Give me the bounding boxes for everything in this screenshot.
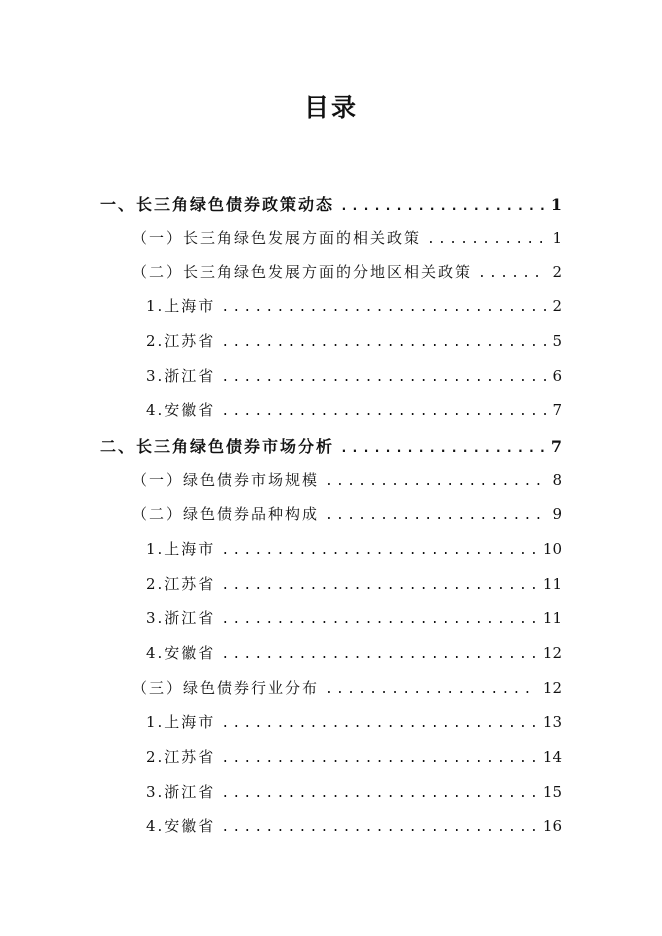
toc-entry-label: 二、长三角绿色债券市场分析 bbox=[100, 437, 335, 456]
toc-entry-label: 1.上海市 bbox=[146, 297, 216, 315]
toc-dot-leader bbox=[221, 786, 537, 801]
toc-entry-label: 4.安徽省 bbox=[146, 644, 216, 662]
toc-page-number: 15 bbox=[542, 783, 562, 801]
toc-dot-leader bbox=[221, 716, 537, 731]
toc-entry-label: （三）绿色债券行业分布 bbox=[132, 679, 320, 697]
toc-dot-leader bbox=[221, 370, 546, 385]
toc-entry-label: （二）绿色债券品种构成 bbox=[132, 505, 320, 523]
toc-dot-leader bbox=[221, 335, 546, 350]
toc-dot-leader bbox=[221, 543, 537, 558]
toc-entry[interactable] bbox=[132, 503, 562, 524]
toc-entry-label: 3.浙江省 bbox=[146, 609, 216, 627]
toc-dot-leader bbox=[221, 300, 546, 315]
toc-entry[interactable] bbox=[132, 677, 562, 698]
toc-page-number: 7 bbox=[550, 437, 562, 456]
toc-page-number: 12 bbox=[542, 679, 562, 697]
toc-entry[interactable] bbox=[146, 295, 562, 316]
toc-entry[interactable] bbox=[146, 330, 562, 351]
toc-page-number: 10 bbox=[542, 540, 562, 558]
toc-entry[interactable] bbox=[146, 607, 562, 628]
toc-entry[interactable] bbox=[146, 399, 562, 420]
toc-dot-leader bbox=[325, 508, 546, 523]
toc-entry[interactable] bbox=[146, 781, 562, 802]
toc-page-number: 6 bbox=[552, 367, 562, 385]
toc-entry-label: （一）长三角绿色发展方面的相关政策 bbox=[132, 229, 422, 247]
toc-dot-leader bbox=[325, 474, 546, 489]
toc-dot-leader bbox=[221, 404, 546, 419]
toc-page-number: 5 bbox=[552, 332, 562, 350]
toc-page-number: 8 bbox=[552, 471, 562, 489]
toc-entry[interactable] bbox=[146, 573, 562, 594]
toc-page-number: 12 bbox=[542, 644, 562, 662]
toc-entry[interactable] bbox=[146, 538, 562, 559]
toc-dot-leader bbox=[478, 266, 546, 281]
toc-page-number: 11 bbox=[542, 609, 562, 627]
toc-entry[interactable] bbox=[146, 642, 562, 663]
toc-page-number: 2 bbox=[552, 263, 562, 281]
toc-entry-label: 2.江苏省 bbox=[146, 575, 216, 593]
toc-dot-leader bbox=[427, 232, 546, 247]
toc-dot-leader bbox=[325, 682, 537, 697]
toc-page-number: 13 bbox=[542, 713, 562, 731]
toc-page-number: 11 bbox=[542, 575, 562, 593]
page-title: 目录 bbox=[303, 93, 358, 122]
toc-entry[interactable] bbox=[146, 815, 562, 836]
toc-entry-label: 3.浙江省 bbox=[146, 783, 216, 801]
toc-page-number: 14 bbox=[542, 748, 562, 766]
toc-entry[interactable] bbox=[132, 261, 562, 282]
toc-entry-label: 3.浙江省 bbox=[146, 367, 216, 385]
toc-entry[interactable] bbox=[132, 227, 562, 248]
toc-page-number: 2 bbox=[552, 297, 562, 315]
toc-entry-label: 4.安徽省 bbox=[146, 817, 216, 835]
toc-dot-leader bbox=[221, 751, 537, 766]
toc-entry[interactable] bbox=[146, 365, 562, 386]
toc-entry[interactable] bbox=[146, 746, 562, 767]
toc-entry[interactable] bbox=[132, 469, 562, 490]
toc-entry[interactable] bbox=[100, 192, 562, 215]
toc-page-number: 1 bbox=[550, 195, 562, 214]
toc-page-number: 9 bbox=[552, 505, 562, 523]
toc-entry[interactable] bbox=[100, 434, 562, 457]
toc-entry-label: 4.安徽省 bbox=[146, 401, 216, 419]
toc-dot-leader bbox=[340, 441, 545, 456]
toc-dot-leader bbox=[221, 612, 537, 627]
toc-dot-leader bbox=[221, 578, 537, 593]
toc-entry-label: 2.江苏省 bbox=[146, 748, 216, 766]
toc-page-number: 16 bbox=[542, 817, 562, 835]
toc-dot-leader bbox=[221, 820, 537, 835]
toc-entry-label: 1.上海市 bbox=[146, 713, 216, 731]
toc-entry-label: （二）长三角绿色发展方面的分地区相关政策 bbox=[132, 263, 473, 281]
toc-dot-leader bbox=[340, 199, 545, 214]
toc-entry-label: 1.上海市 bbox=[146, 540, 216, 558]
toc-page-number: 7 bbox=[552, 401, 562, 419]
toc-entry-label: （一）绿色债券市场规模 bbox=[132, 471, 320, 489]
toc-entry-label: 一、长三角绿色债券政策动态 bbox=[100, 195, 335, 214]
toc-entry[interactable] bbox=[146, 711, 562, 732]
toc-dot-leader bbox=[221, 647, 537, 662]
toc-page-number: 1 bbox=[552, 229, 562, 247]
toc-entry-label: 2.江苏省 bbox=[146, 332, 216, 350]
